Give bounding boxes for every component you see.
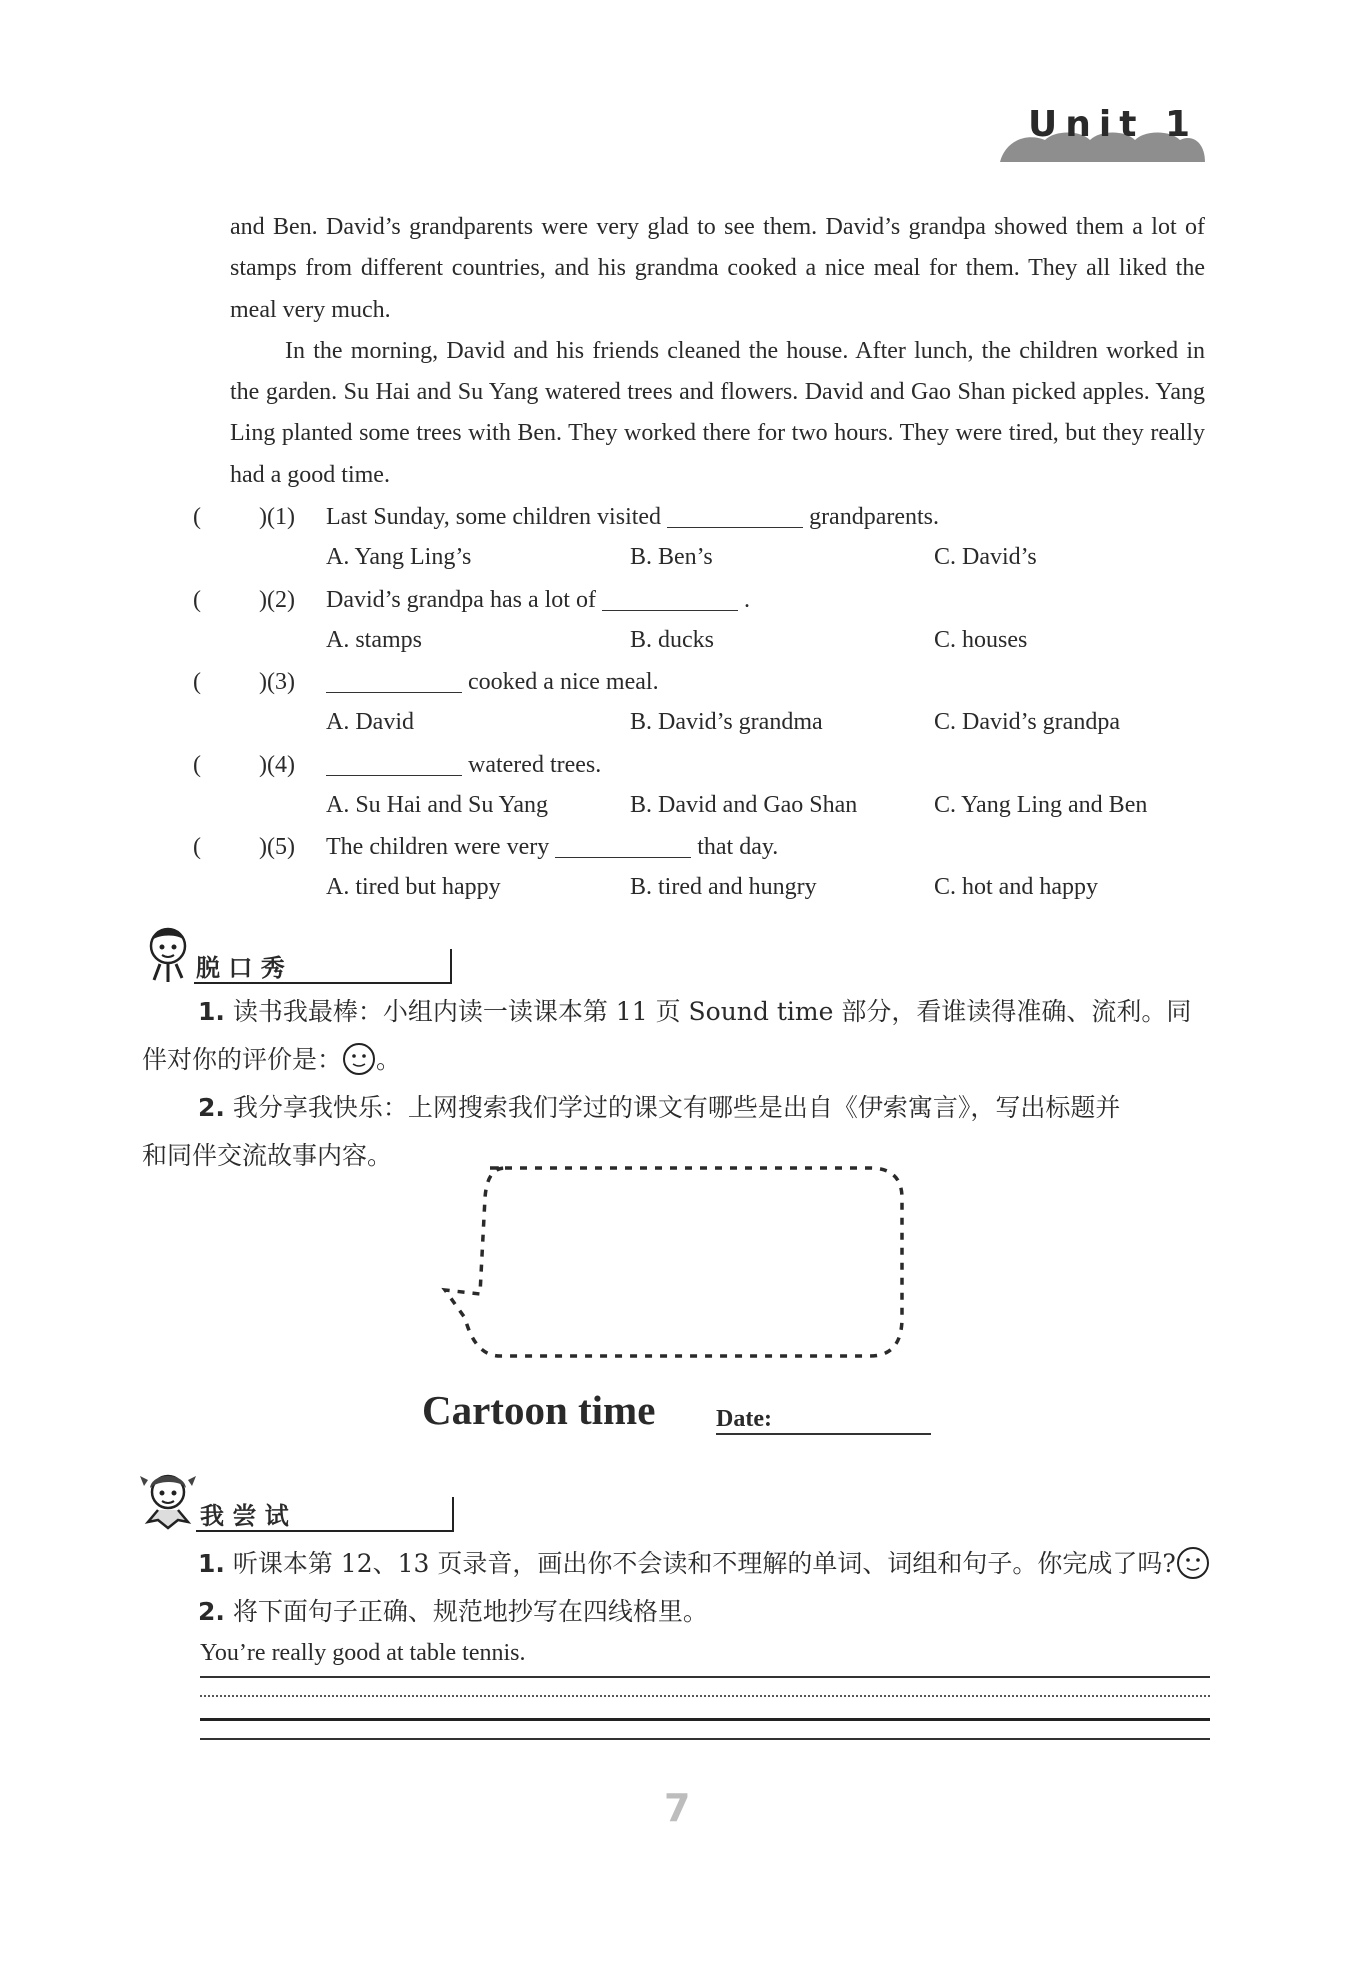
question-row: [193, 497, 939, 538]
question-text-after: cooked a nice meal.: [468, 669, 659, 695]
speech-bubble-answer-box[interactable]: [430, 1158, 910, 1363]
cartoon-kid-icon: [138, 922, 200, 984]
answer-option[interactable]: B. David and Gao Shan: [630, 791, 858, 818]
question-number: )(1): [259, 504, 295, 530]
question-text-after: that day.: [697, 834, 779, 860]
try-item-2: [198, 1588, 1218, 1636]
reading-passage: [230, 207, 1205, 496]
try-item-1: [198, 1540, 1218, 1588]
date-input-line[interactable]: [716, 1433, 931, 1435]
grid-line-4: [200, 1738, 1210, 1740]
talk-item-1-line-2: [142, 1036, 1212, 1084]
talk-item-1-line-1: [142, 988, 1212, 1036]
try-item-1-text: 听课本第 12、13 页录音，画出你不会读和不理解的单词、词组和句子。你完成了吗?: [232, 1549, 1176, 1578]
date-label: Date:: [716, 1406, 772, 1432]
section-divider: [452, 1497, 454, 1532]
answer-paren-open[interactable]: (: [193, 834, 201, 860]
answer-option[interactable]: C. houses: [934, 626, 1028, 653]
talk-item-1-text: 读书我最棒：小组内读一读课本第 11 页 Sound time 部分，看谁读得准确、流利。同: [232, 997, 1192, 1026]
talk-item-1-end: 。: [376, 1045, 402, 1074]
question-text-after: grandparents.: [809, 504, 940, 530]
talk-item-1-text-2: 伴对你的评价是：: [142, 1045, 343, 1074]
talk-section-body: [142, 988, 1212, 1180]
talk-section-title: 脱 口 秀: [196, 954, 285, 982]
talk-item-2-text: 我分享我快乐：上网搜索我们学过的课文有哪些是出自《伊索寓言》，写出标题并: [232, 1093, 1121, 1122]
section-underline: [196, 1530, 454, 1532]
cartoon-girl-icon: [138, 1468, 200, 1530]
answer-option[interactable]: A. tired but happy: [326, 874, 501, 900]
question-text-after: watered trees.: [468, 751, 602, 778]
question-text-before: Last Sunday, some children visited: [326, 504, 662, 530]
answer-paren-open[interactable]: (: [193, 586, 201, 613]
answer-option[interactable]: A. stamps: [326, 626, 422, 653]
question-row: [193, 580, 750, 621]
answer-option[interactable]: A. David: [326, 709, 414, 735]
grid-line-2: [200, 1695, 1210, 1697]
try-item-1-number: 1.: [198, 1549, 225, 1578]
answer-option[interactable]: A. Yang Ling’s: [326, 544, 472, 570]
answer-option[interactable]: B. Ben’s: [630, 544, 713, 570]
grid-line-3: [200, 1718, 1210, 1721]
question-number: )(3): [259, 669, 295, 695]
copy-sentence: You’re really good at table tennis.: [200, 1640, 526, 1666]
talk-item-2-number: 2.: [198, 1093, 225, 1122]
passage-paragraph-1: and Ben. David’s grandparents were very glad to see them. David’s grandpa showed them a lot of stamps from different countries, and his grandma cooked a nice meal for them. They all liked the meal very much.: [230, 214, 1205, 323]
answer-option[interactable]: C. David’s: [934, 544, 1037, 570]
talk-item-2-text-2: 和同伴交流故事内容。: [142, 1141, 393, 1170]
answer-option[interactable]: B. tired and hungry: [630, 874, 817, 900]
answer-paren-open[interactable]: (: [193, 669, 201, 695]
fill-in-blank[interactable]: [326, 666, 462, 693]
question-row: [193, 827, 778, 868]
try-item-2-text: 将下面句子正确、规范地抄写在四线格里。: [232, 1597, 708, 1626]
answer-option[interactable]: C. hot and happy: [934, 874, 1098, 900]
cartoon-time-title: Cartoon time: [422, 1387, 656, 1433]
answer-option[interactable]: B. David’s grandma: [630, 709, 823, 735]
answer-option[interactable]: B. ducks: [630, 626, 714, 653]
answer-option[interactable]: C. Yang Ling and Ben: [934, 791, 1148, 818]
section-divider: [450, 949, 452, 984]
section-underline: [194, 982, 452, 984]
question-number: )(2): [259, 586, 295, 613]
smiley-face-icon: [1176, 1546, 1210, 1580]
unit-label: Unit 1: [1028, 104, 1198, 145]
question-text-before: David’s grandpa has a lot of: [326, 586, 596, 613]
fill-in-blank[interactable]: [555, 831, 691, 858]
try-section-body: [198, 1540, 1218, 1636]
fill-in-blank[interactable]: [326, 749, 462, 776]
answer-option[interactable]: C. David’s grandpa: [934, 709, 1120, 735]
fill-in-blank[interactable]: [602, 584, 738, 611]
answer-option[interactable]: A. Su Hai and Su Yang: [326, 791, 549, 818]
answer-paren-open[interactable]: (: [193, 504, 201, 530]
try-section-title: 我 尝 试: [200, 1502, 289, 1530]
question-text-before: The children were very: [326, 834, 550, 860]
question-number: )(5): [259, 834, 295, 860]
question-number: )(4): [259, 751, 295, 778]
page-number: 7: [664, 1786, 691, 1830]
smiley-face-icon: [342, 1042, 376, 1076]
unit-header: [1000, 100, 1205, 162]
question-text-after: .: [743, 586, 750, 613]
question-row: [193, 662, 659, 703]
talk-item-1-number: 1.: [198, 997, 225, 1026]
answer-paren-open[interactable]: (: [193, 751, 201, 778]
talk-item-2-line-1: [142, 1084, 1212, 1132]
try-section-header: [138, 1468, 328, 1530]
grid-line-1: [200, 1676, 1210, 1678]
question-row: [193, 745, 601, 786]
try-item-2-number: 2.: [198, 1597, 225, 1626]
fill-in-blank[interactable]: [667, 501, 803, 528]
talk-section-header: [138, 922, 328, 984]
four-line-writing-grid[interactable]: [200, 1676, 1210, 1742]
passage-paragraph-2: In the morning, David and his friends cleaned the house. After lunch, the children worked in the garden. Su Hai and Su Yang watered trees and flowers. David and Gao Shan picked apples. Yang Ling planted some trees with Ben. They worked there for two hours. They were tired, but they really had a good time.: [230, 337, 1205, 488]
